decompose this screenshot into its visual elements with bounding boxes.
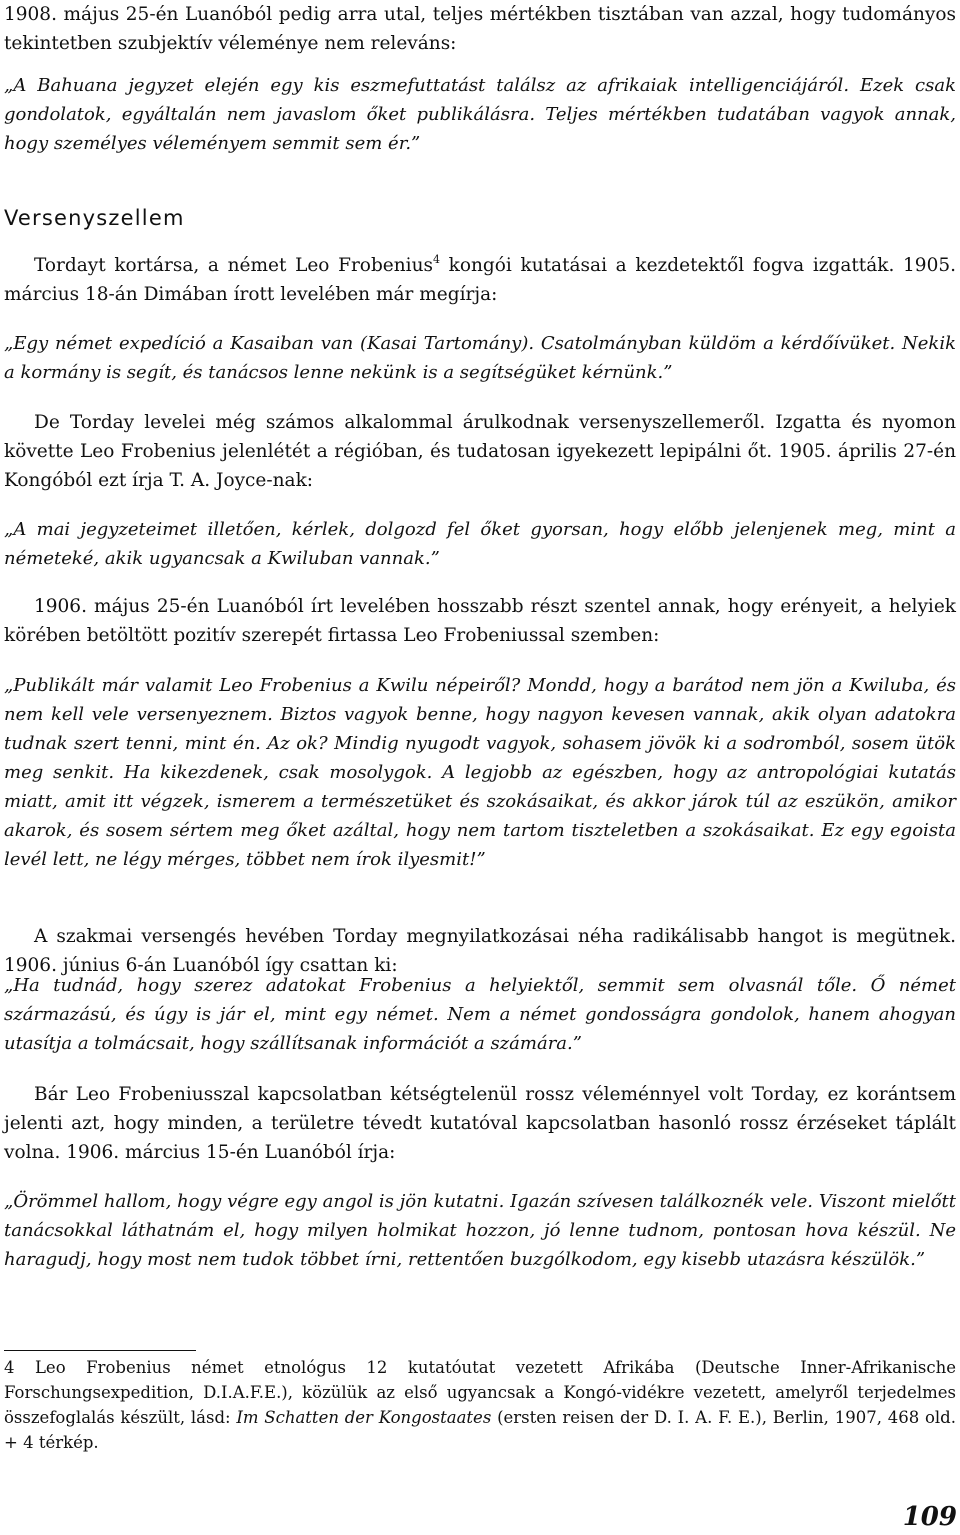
paragraph-virtues: 1906. május 25-én Luanóból írt levelében hosszabb részt szentel annak, hogy erényeit, a helyiek körében betöltött pozitív szerepét firtassa Leo Frobeniussal szemben: bbox=[4, 596, 956, 646]
footnote-reference: 4 bbox=[432, 253, 440, 266]
paragraph-frobenius-text: Tordayt kortársa, a német Leo Frobenius bbox=[34, 255, 433, 276]
quote-notes: „A mai jegyzeteimet illetően, kérlek, dolgozd fel őket gyorsan, hogy előbb jelenjenek meg, mint a németeké, akik ugyancsak a Kwiluban vannak.” bbox=[4, 519, 956, 569]
paragraph-intro: 1908. május 25-én Luanóból pedig arra utal, teljes mértékben tisztában van azzal, hogy tudományos tekintetben szubjektív véleménye nem releváns: bbox=[4, 4, 956, 54]
quote-publication: „Publikált már valamit Leo Frobenius a Kwilu népeiről? Mondd, hogy a barátod nem jön a Kwiluba, és nem kell vele versenyeznem. Biztos vagyok benne, hogy nagyon kevesen vannak, akik olyan adatokra tudnak szert tenni, mint én. Az ok? Mindig nyugodt vagyok, sohasem jövök ki a sodromból, sosem ütök meg senkit. Ha kikezdenek, csak mosolygok. A legjobb az egészben, hogy az antropológiai kutatás miatt, amit itt végzek, ismerem a természetüket és szokásaikat, és akkor járok túl az eszükön, amikor akarok, és sosem sértem meg őket azáltal, hogy nem tartom tiszteletben a szokásaikat. Ez egy egoista levél lett, ne légy mérges, többet nem írok ilyesmit!” bbox=[4, 675, 956, 870]
footnote-text-cont: (ersten reisen der D. I. A. F. E.), Berlin, 1907, 468 old. + 4 térkép. bbox=[4, 1408, 956, 1452]
paragraph-competition: A szakmai versengés hevében Torday megnyilatkozásai néha radikálisabb hangot is megütnek. 1906. június 6-án Luanóból így csattan ki: bbox=[4, 926, 956, 976]
footnote bbox=[4, 1355, 956, 1455]
paragraph-frobenius bbox=[4, 251, 956, 309]
section-heading: Versenyszellem bbox=[4, 206, 185, 230]
footnote-book-title: Im Schatten der Kongostaates bbox=[236, 1408, 492, 1427]
quote-interpreters: „Ha tudnád, hogy szerez adatokat Frobenius a helyiektől, semmit sem olvasnál tőle. Ő német származású, és úgy is jár el, mint egy német. Nem a német gondosságra gondolok, hanem ahogyan utasítja a tolmácsait, hogy szállítsanak információt a számára.” bbox=[4, 975, 956, 1054]
page-number: 109 bbox=[902, 1502, 957, 1532]
paragraph-rivalry: De Torday levelei még számos alkalommal árulkodnak versenyszellemeről. Izgatta és nyomon követte Leo Frobenius jelenlétét a régióban, és tudatosan igyekezett lepipálni őt. 1905. április 27-én Kongóból ezt írja T. A. Joyce-nak: bbox=[4, 412, 956, 491]
quote-bahuana: „A Bahuana jegyzet elején egy kis eszmefuttatást találsz az afrikaiak intelligenciájáról. Ezek csak gondolatok, egyáltalán nem javaslom őket publikálásra. Teljes mértékben tudatában vagyok annak, hogy személyes véleményem semmit sem ér.” bbox=[4, 75, 956, 154]
paragraph-frobenius-text-cont: kongói kutatásai a kezdetektől fogva izgatták. 1905. március 18-án Dimában írott levelében már megírja: bbox=[4, 255, 956, 305]
quote-expedition: „Egy német expedíció a Kasaiban van (Kasai Tartomány). Csatolmányban küldöm a kérdőívüket. Nekik a kormány is segít, és tanácsos lenne nekünk is a segítségüket kérnünk.” bbox=[4, 333, 956, 383]
paragraph-other-researchers: Bár Leo Frobeniusszal kapcsolatban kétségtelenül rossz véleménnyel volt Torday, ez korántsem jelenti azt, hogy minden, a területre tévedt kutatóval kapcsolatban hasonló rossz érzéseket táplált volna. 1906. március 15-én Luanóból írja: bbox=[4, 1084, 956, 1163]
quote-englishman: „Örömmel hallom, hogy végre egy angol is jön kutatni. Igazán szívesen találkoznék vele. Viszont mielőtt tanácsokkal láthatnám el, hogy milyen holmikat hozzon, jó lenne tudnom, pontosan hova készül. Ne haragudj, hogy most nem tudok többet írni, rettentően buzgólkodom, egy kisebb utazásra készülök.” bbox=[4, 1191, 956, 1270]
footnote-divider bbox=[4, 1350, 196, 1351]
footnote-text: 4 Leo Frobenius német etnológus 12 kutatóutat vezetett Afrikába (Deutsche Inner-Afrikanische Forschungsexpedition, D.I.A.F.E.), közülük az első ugyancsak a Kongó-vidékre vezetett, amelyről terjedelmes összefoglalás készült, lásd: bbox=[4, 1358, 956, 1427]
